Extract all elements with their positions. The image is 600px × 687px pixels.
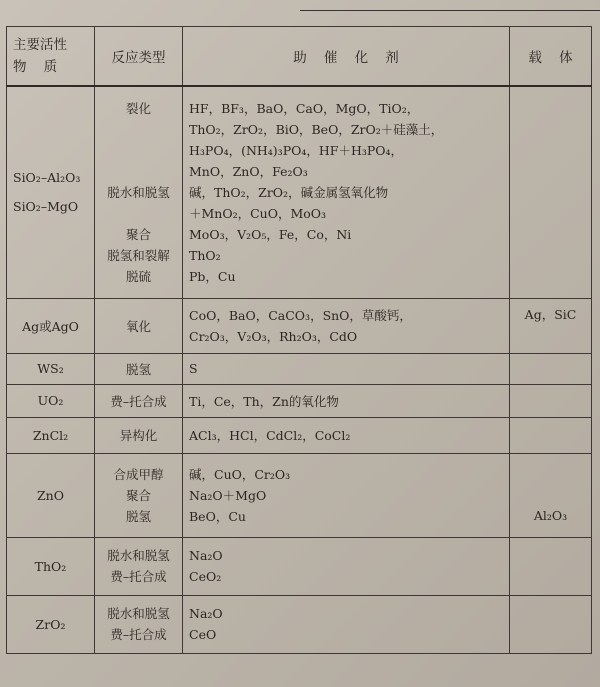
- promoter-cell: [183, 298, 510, 353]
- reaction-cell: 脱氢: [95, 353, 183, 384]
- reaction-text: 脱水和脱氢: [107, 606, 170, 621]
- carrier-cell: Al₂O₃: [510, 453, 592, 537]
- carrier-cell: [510, 384, 592, 417]
- top-rule: [300, 10, 600, 11]
- promoter-cell: ACl₃，HCl，CdCl₂，CoCl₂: [183, 417, 510, 453]
- table-row: [7, 453, 592, 537]
- reaction-text: 脱氢和裂解: [107, 247, 170, 263]
- reaction-text: 合成甲醇: [113, 466, 164, 482]
- substance-cell: ZrO₂: [7, 595, 95, 653]
- substance-cell: ZnO: [7, 453, 95, 537]
- promoter-cell: [183, 86, 510, 298]
- table-row: [7, 353, 592, 384]
- reaction-text: 脱硫: [125, 268, 151, 284]
- carrier-cell: [510, 353, 592, 384]
- table-row: [7, 298, 592, 353]
- reaction-cell: [95, 86, 183, 298]
- promoter-text: ThO₂，ZrO₂，BiO，BeO，ZrO₂＋硅藻土，: [189, 121, 444, 137]
- promoter-text: CeO₂: [189, 569, 222, 584]
- reaction-cell: 费–托合成: [95, 384, 183, 417]
- reaction-text: 聚合: [125, 487, 151, 503]
- reaction-cell: [95, 453, 183, 537]
- header-carrier: 载 体: [510, 27, 592, 87]
- reaction-cell: 氧化: [95, 298, 183, 353]
- reaction-text: 聚合: [125, 226, 151, 242]
- reaction-text: 费–托合成: [110, 627, 167, 642]
- substance-text: SiO₂–Al₂O₃: [13, 170, 81, 186]
- table-row: [7, 595, 592, 653]
- promoter-text: 碱，ThO₂，ZrO₂，碱金属氢氧化物: [189, 184, 389, 200]
- promoter-text: H₃PO₄，(NH₄)₃PO₄，HF＋H₃PO₄，: [189, 142, 404, 158]
- substance-cell: ZnCl₂: [7, 417, 95, 453]
- table-row: [7, 86, 592, 298]
- reaction-cell: [95, 595, 183, 653]
- reaction-text: 裂化: [125, 100, 151, 116]
- header-substance: [7, 27, 95, 87]
- carrier-cell: [510, 537, 592, 595]
- promoter-text: 碱，CuO，Cr₂O₃: [189, 466, 291, 482]
- promoter-text: Na₂O: [189, 548, 223, 563]
- carrier-cell: [510, 417, 592, 453]
- substance-cell: ThO₂: [7, 537, 95, 595]
- promoter-text: MnO，ZnO，Fe₂O₃: [189, 163, 308, 179]
- reaction-text: 脱水和脱氢: [107, 548, 170, 563]
- promoter-text: HF，BF₃，BaO，CaO，MgO，TiO₂，: [189, 100, 420, 116]
- table-row: [7, 384, 592, 417]
- reaction-text: 费–托合成: [110, 569, 167, 584]
- promoter-text: CeO: [189, 627, 217, 642]
- promoter-text: ＋MnO₂，CuO，MoO₃: [189, 205, 327, 221]
- promoter-cell: S: [183, 353, 510, 384]
- promoter-text: Cr₂O₃，V₂O₃，Rh₂O₃，CdO: [189, 328, 358, 344]
- table-header-row: [7, 27, 592, 87]
- header-reaction: 反应类型: [95, 27, 183, 87]
- reaction-cell: 异构化: [95, 417, 183, 453]
- substance-text: SiO₂–MgO: [13, 199, 79, 215]
- promoter-cell: [183, 595, 510, 653]
- promoter-cell: Ti，Ce，Th，Zn的氧化物: [183, 384, 510, 417]
- header-substance-line2: 物 质: [13, 59, 58, 75]
- promoter-text: Na₂O: [189, 606, 223, 621]
- promoter-text: Pb，Cu: [189, 268, 236, 284]
- substance-cell: WS₂: [7, 353, 95, 384]
- substance-cell: Ag或AgO: [7, 298, 95, 353]
- header-promoter: 助 催 化 剂: [183, 27, 510, 87]
- promoter-text: BeO，Cu: [189, 508, 246, 524]
- reaction-text: 脱水和脱氢: [107, 184, 170, 200]
- carrier-cell: Ag，SiC: [510, 298, 592, 353]
- reaction-cell: [95, 537, 183, 595]
- promoter-cell: [183, 453, 510, 537]
- substance-cell: [7, 86, 95, 298]
- carrier-cell: [510, 595, 592, 653]
- promoter-cell: [183, 537, 510, 595]
- promoter-text: CoO，BaO，CaCO₃，SnO，草酸钙，: [189, 307, 412, 323]
- table-row: [7, 417, 592, 453]
- header-substance-line1: 主要活性: [13, 37, 67, 53]
- promoter-text: MoO₃，V₂O₅，Fe，Co，Ni: [189, 226, 352, 242]
- catalyst-table: [6, 26, 592, 654]
- promoter-text: ThO₂: [189, 247, 221, 263]
- reaction-text: 脱氢: [125, 508, 151, 524]
- promoter-text: Na₂O＋MgO: [189, 487, 267, 503]
- table-row: [7, 537, 592, 595]
- substance-cell: UO₂: [7, 384, 95, 417]
- carrier-cell: [510, 86, 592, 298]
